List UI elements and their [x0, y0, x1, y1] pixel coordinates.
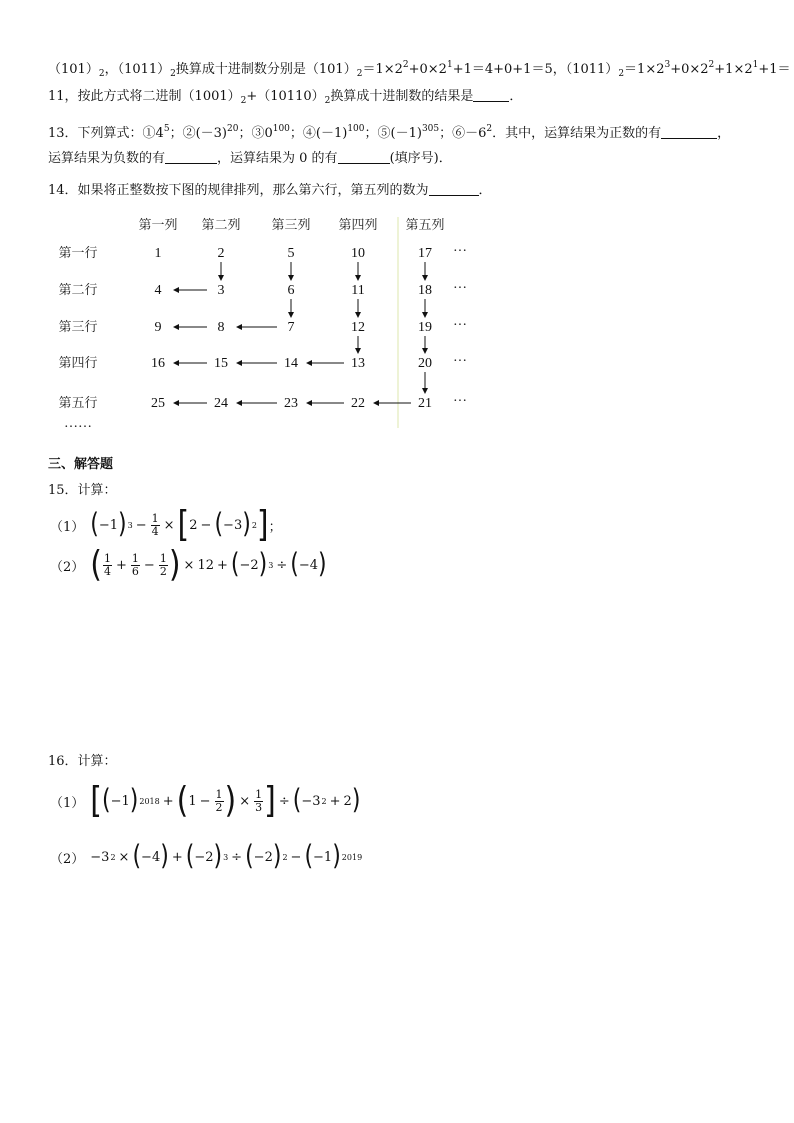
answer-blank-negative[interactable]: [165, 151, 217, 164]
number-cell: 1: [154, 246, 162, 261]
row-ellipsis: ···: [453, 318, 467, 333]
number-pattern-figure: [48, 213, 478, 438]
row-header: 第三行: [58, 320, 98, 335]
answer-blank-zero[interactable]: [338, 151, 390, 164]
q16-part2: （2） −3 2 × ( −4 ) + ( −2 ) 3 ÷ ( −2 ) 2 − ( −1 ) 2019: [50, 840, 363, 872]
q10-line-2: 11，按此方式将二进制$(1001)_2+(10110)_2$换算成十进制数的结果是 ．: [48, 89, 523, 106]
number-cell: 25: [151, 396, 165, 411]
row-header: 第四行: [58, 356, 98, 371]
number-cell: 15: [214, 356, 228, 371]
number-cell: 11: [351, 283, 365, 298]
q15-part1: （1） ( −1 ) 3 − $\frac{1}{4}$ × [ 2 − ( −3 ) 2 ] ；: [50, 503, 282, 546]
column-header: 第二列: [201, 218, 241, 233]
row-ellipsis: ···: [453, 394, 467, 409]
fraction-one-quarter: $\frac{1}{4}$: [151, 511, 159, 538]
number-cell: 19: [418, 320, 432, 335]
number-cell: 23: [284, 396, 298, 411]
number-cell: 17: [418, 246, 432, 261]
number-cell: 13: [351, 356, 365, 371]
answer-blank[interactable]: [429, 183, 479, 196]
number-cell: 8: [217, 320, 225, 335]
number-cell: 4: [154, 283, 162, 298]
number-cell: 21: [418, 396, 432, 411]
q15-part2: （2） ( $\frac{1}{4}$ + $\frac{1}{6}$ − $\frac{1}{2}$ ) × 12 + ( −2 ) 3 ÷ ( −4 ): [50, 543, 327, 586]
number-cell: 2: [217, 246, 225, 261]
number-cell: 5: [287, 246, 295, 261]
row-header: 第二行: [58, 283, 98, 298]
column-header: 第四列: [338, 218, 378, 233]
number-cell: 14: [284, 356, 298, 371]
row-ellipsis: ···: [453, 244, 467, 259]
number-cell: 22: [351, 396, 365, 411]
number-pattern-svg: [48, 213, 478, 438]
answer-blank-positive[interactable]: [661, 126, 717, 139]
q14-text: 14．如果将正整数按下图的规律排列，那么第六行，第五列的数为 ．: [48, 183, 492, 198]
number-cell: 7: [287, 320, 295, 335]
section-title: 三、解答题: [48, 457, 114, 472]
number-cell: 12: [351, 320, 365, 335]
column-ellipsis: ……: [64, 416, 92, 431]
number-cell: 24: [214, 396, 228, 411]
row-header: 第五行: [58, 396, 98, 411]
column-header: 第五列: [405, 218, 445, 233]
answer-blank[interactable]: [473, 89, 509, 102]
q10-line-1: $(101)_2$，$(1011)_2$换算成十进制数分别是$(101)_2=1\times 2^2+0\times 2^1+1=4+0+1=5$，$(1011)_2=1\times 2^3+0\times 2^2+1\times 2^1+1=$: [48, 60, 791, 79]
q16-title: 16．计算：: [48, 754, 117, 769]
q13-line-2: 运算结果为负数的有 ，运算结果为 0 的有 (填序号)．: [48, 151, 452, 166]
number-cell: 18: [418, 283, 432, 298]
row-ellipsis: ···: [453, 281, 467, 296]
column-header: 第一列: [138, 218, 178, 233]
q16-part1: （1） [ ( −1 ) 2018 + ( 1 − $\frac{1}{2}$ ) × $\frac{1}{3}$ ] ÷ ( −3 2 + 2 ): [50, 779, 361, 822]
number-cell: 16: [151, 356, 165, 371]
column-header: 第三列: [271, 218, 311, 233]
number-cell: 6: [287, 283, 295, 298]
q13-line-1: 13．下列算式：$①4^5$；$②(-3)^{20}$；$③0^{100}$；$④(-1)^{100}$；$⑤(-1)^{305}$；$⑥-6^2$．其中，运算结果为正数的有 ，: [48, 124, 731, 141]
number-cell: 3: [217, 283, 225, 298]
q15-title: 15．计算：: [48, 483, 117, 498]
number-cell: 9: [154, 320, 162, 335]
row-header: 第一行: [58, 246, 98, 261]
number-cell: 20: [418, 356, 432, 371]
row-ellipsis: ···: [453, 354, 467, 369]
number-cell: 10: [351, 246, 365, 261]
